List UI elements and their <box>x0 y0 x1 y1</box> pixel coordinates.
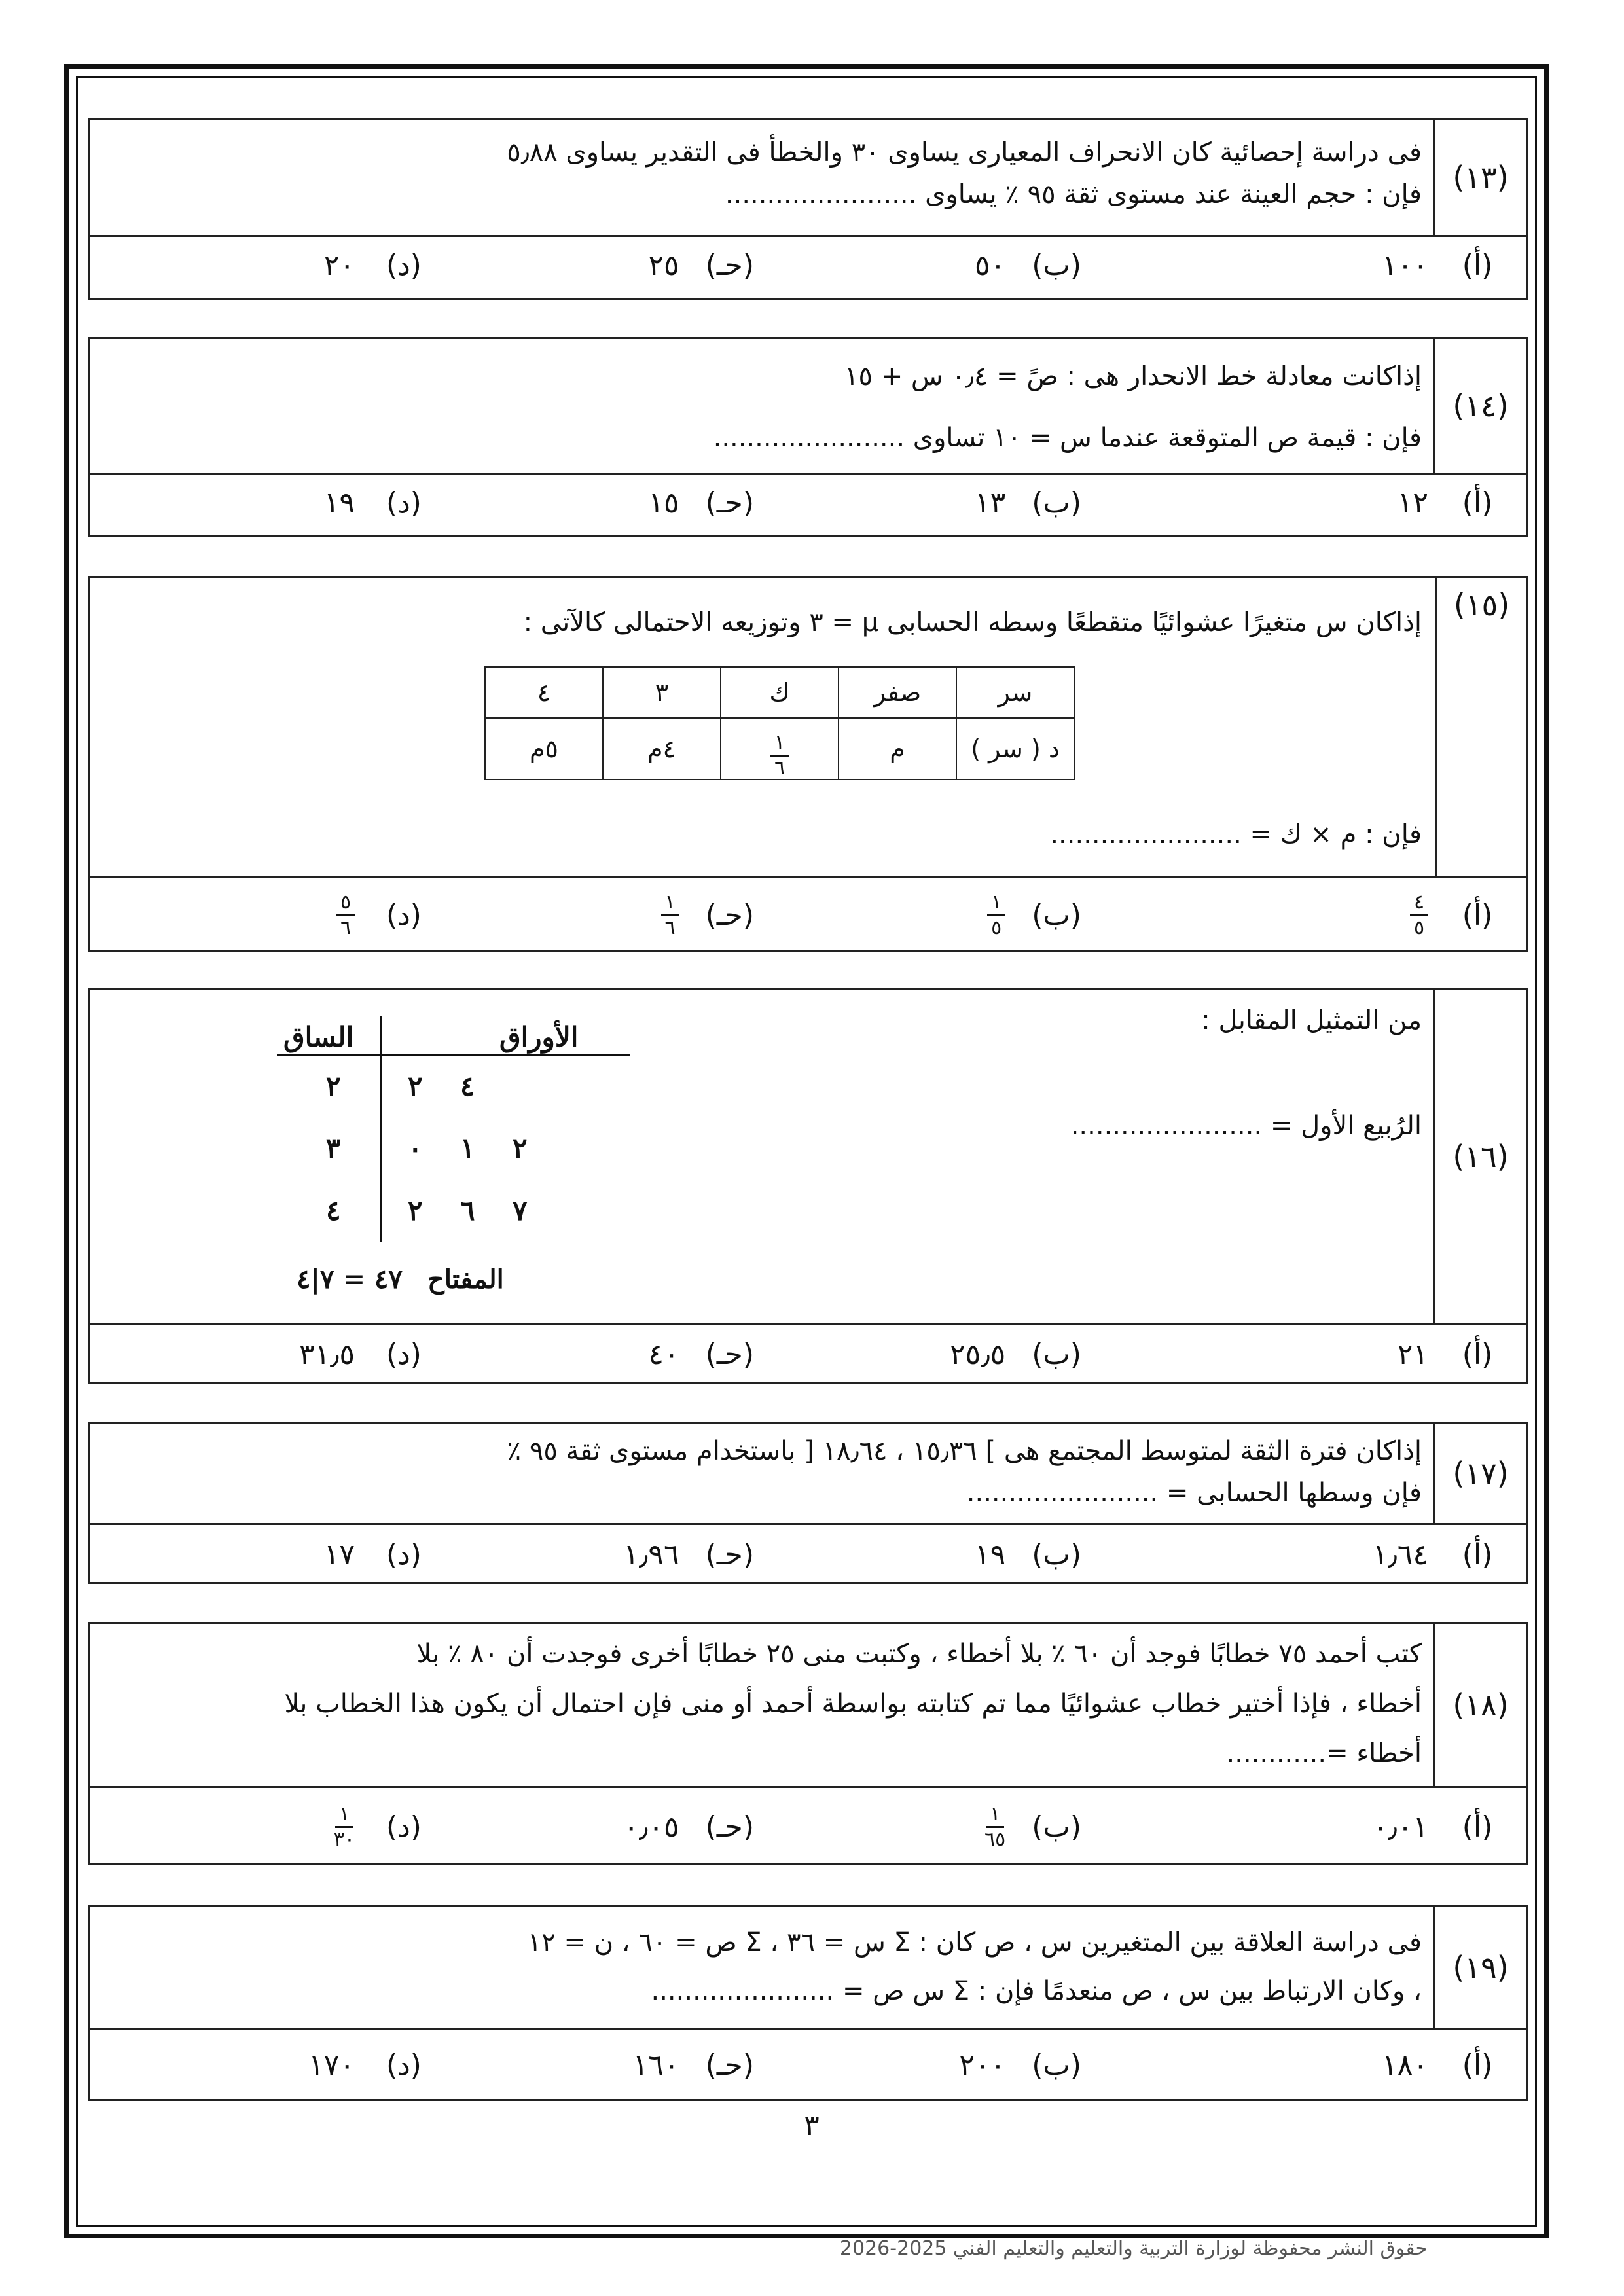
question-15 <box>88 576 1528 952</box>
question-line: كتب أحمد ٧٥ خطابًا فوجد أن ٦٠ ٪ بلا أخطاء ، وكتبت منى ٢٥ خطابًا أخرى فوجدت أن ٨٠ ٪ بلا <box>416 1639 1422 1669</box>
option-b[interactable]: (ب) ٥٠ <box>974 248 1081 282</box>
question-number: (١٥) <box>1435 578 1526 876</box>
stem-header: الساق <box>283 1021 354 1053</box>
option-d[interactable]: (د) ٢٠ <box>323 248 422 282</box>
question-line: أخطاء =............ <box>1226 1738 1422 1768</box>
question-number: (١٧) <box>1433 1424 1526 1523</box>
option-a[interactable]: (أ) ٢١ <box>1397 1338 1493 1371</box>
option-a[interactable]: (أ) ١٫٦٤ <box>1372 1537 1493 1571</box>
table-cell: ٣ <box>603 667 721 718</box>
key-value: ٤|٧ = ٤٧ <box>297 1264 403 1295</box>
option-a[interactable]: (أ) ٤ ٥ <box>1410 878 1500 952</box>
question-text <box>103 1907 1422 2028</box>
option-d[interactable]: (د) ١٩ <box>323 486 422 520</box>
option-b[interactable]: (ب) ٢٥٫٥ <box>950 1338 1081 1371</box>
question-line: فإن : حجم العينة عند مستوى ثقة ٩٥ ٪ يساوى ....................... <box>725 179 1422 209</box>
option-a[interactable]: (أ) ١٢ <box>1397 486 1493 520</box>
answer-options <box>90 237 1526 293</box>
question-line: إذاكان فترة الثقة لمتوسط المجتمع هى ] ١٥٫٣٦ ، ١٨٫٦٤ [ باستخدام مستوى ثقة ٩٥ ٪ <box>507 1436 1422 1466</box>
option-d[interactable]: (د) ١ ٣٠ <box>333 1802 422 1851</box>
option-b[interactable]: (ب) ١ ٦٥ <box>984 1802 1081 1851</box>
header-rule <box>277 1054 630 1056</box>
question-text <box>103 1624 1422 1786</box>
stem-row: ٣ ٠ ١ ٢ <box>326 1132 528 1164</box>
table-cell: م <box>839 718 956 780</box>
question-number: (١٩) <box>1433 1907 1526 2028</box>
option-d[interactable]: (د) ٥ ٦ <box>336 878 427 952</box>
fraction: ١ ٦ <box>770 733 789 778</box>
table-cell: ٥م <box>485 718 603 780</box>
question-number: (١٤) <box>1433 339 1526 473</box>
option-b[interactable]: (ب) ١ ٥ <box>987 878 1081 952</box>
question-number: (١٨) <box>1433 1624 1526 1786</box>
question-14 <box>88 337 1528 537</box>
question-line: أخطاء ، فإذا أختير خطاب عشوائيًا مما تم كتابته بواسطة أحمد أو منى فإن احتمال أن يكون هذا الخطاب بلا <box>284 1689 1422 1719</box>
option-a[interactable]: (أ) ١٨٠ <box>1382 2049 1493 2082</box>
key-label: المفتاح <box>427 1264 504 1295</box>
table-cell: صفر <box>839 667 956 718</box>
leaf-header: الأوراق <box>499 1021 579 1053</box>
table-cell: ٤ <box>485 667 603 718</box>
option-b[interactable]: (ب) ١٣ <box>974 486 1081 520</box>
table-cell: د ( سر ) <box>956 718 1074 780</box>
question-text <box>103 1424 1422 1523</box>
question-line: إذاكان س متغيرًا عشوائيًا متقطعًا وسطه الحسابى μ = ٣ وتوزيعه الاحتمالى كالآتى : <box>523 607 1422 637</box>
answer-options <box>90 2030 1526 2101</box>
question-text <box>103 120 1422 235</box>
option-d[interactable]: (د) ٣١٫٥ <box>298 1338 422 1371</box>
question-line: فى دراسة العلاقة بين المتغيرين س ، ص كان : Σ س = ٣٦ ، Σ ص = ٦٠ ، ن = ١٢ <box>527 1928 1422 1958</box>
probability-distribution-table <box>484 666 1075 780</box>
question-line: فإن : م × ك = ....................... <box>1050 819 1422 850</box>
question-line: ، وكان الارتباط بين س ، ص منعدمًا فإن : Σ س ص = ...................... <box>651 1976 1422 2006</box>
option-c[interactable]: (حـ) ١٦٠ <box>632 2049 754 2082</box>
answer-options <box>90 1788 1526 1865</box>
question-line: إذاكانت معادلة خط الانحدار هى : صً = ٠٫٤ س + ١٥ <box>844 361 1422 391</box>
option-c[interactable]: (حـ) ٢٥ <box>648 248 754 282</box>
answer-options <box>90 475 1526 531</box>
option-a[interactable]: (أ) ١٠٠ <box>1382 248 1493 282</box>
question-line: فى دراسة إحصائية كان الانحراف المعيارى يساوى ٣٠ والخطأ فى التقدير يساوى ٥٫٨٨ <box>507 137 1422 168</box>
option-c[interactable]: (حـ) ٠٫٠٥ <box>623 1810 754 1844</box>
question-number: (١٣) <box>1433 120 1526 235</box>
option-c[interactable]: (حـ) ١٫٩٦ <box>623 1537 754 1571</box>
question-text <box>103 578 1422 876</box>
stem-row: ٤ ٢ ٦ ٧ <box>326 1194 528 1227</box>
stem-row: ٢ ٢ ٤ <box>326 1070 475 1102</box>
question-line: فإن : قيمة ص المتوقعة عندما س = ١٠ تساوى ....................... <box>713 423 1422 453</box>
option-c[interactable]: (حـ) ١ ٦ <box>661 878 754 952</box>
option-c[interactable]: (حـ) ٤٠ <box>648 1338 754 1371</box>
option-b[interactable]: (ب) ١٩ <box>974 1537 1081 1571</box>
question-text <box>103 339 1422 473</box>
option-c[interactable]: (حـ) ١٥ <box>648 486 754 520</box>
question-line: الرُبيع الأول = ....................... <box>1070 1111 1422 1141</box>
question-17 <box>88 1422 1528 1584</box>
answer-options <box>90 878 1526 952</box>
question-13 <box>88 118 1528 300</box>
table-cell: سر <box>956 667 1074 718</box>
table-cell: ك <box>721 667 839 718</box>
table-cell: ٤م <box>603 718 721 780</box>
table-cell <box>721 718 839 780</box>
answer-options <box>90 1525 1526 1584</box>
plot-key <box>297 1259 624 1298</box>
page-number: ٣ <box>804 2109 820 2142</box>
option-d[interactable]: (د) ١٧ <box>323 1537 422 1571</box>
option-b[interactable]: (ب) ٢٠٠ <box>959 2049 1081 2082</box>
question-18 <box>88 1622 1528 1865</box>
question-line: فإن وسطها الحسابى = ....................... <box>966 1478 1422 1508</box>
option-a[interactable]: (أ) ٠٫٠١ <box>1372 1810 1493 1844</box>
copyright-footer: حقوق النشر محفوظة لوزارة التربية والتعليم والتعليم الفني 2025-2026 <box>839 2237 1428 2260</box>
question-16 <box>88 988 1528 1384</box>
question-line: من التمثيل المقابل : <box>1201 1005 1422 1035</box>
question-number: (١٦) <box>1433 990 1526 1323</box>
option-d[interactable]: (د) ١٧٠ <box>308 2049 422 2082</box>
question-19 <box>88 1905 1528 2101</box>
answer-options <box>90 1325 1526 1384</box>
question-text <box>103 990 1422 1323</box>
stem-and-leaf-plot <box>277 1016 630 1304</box>
